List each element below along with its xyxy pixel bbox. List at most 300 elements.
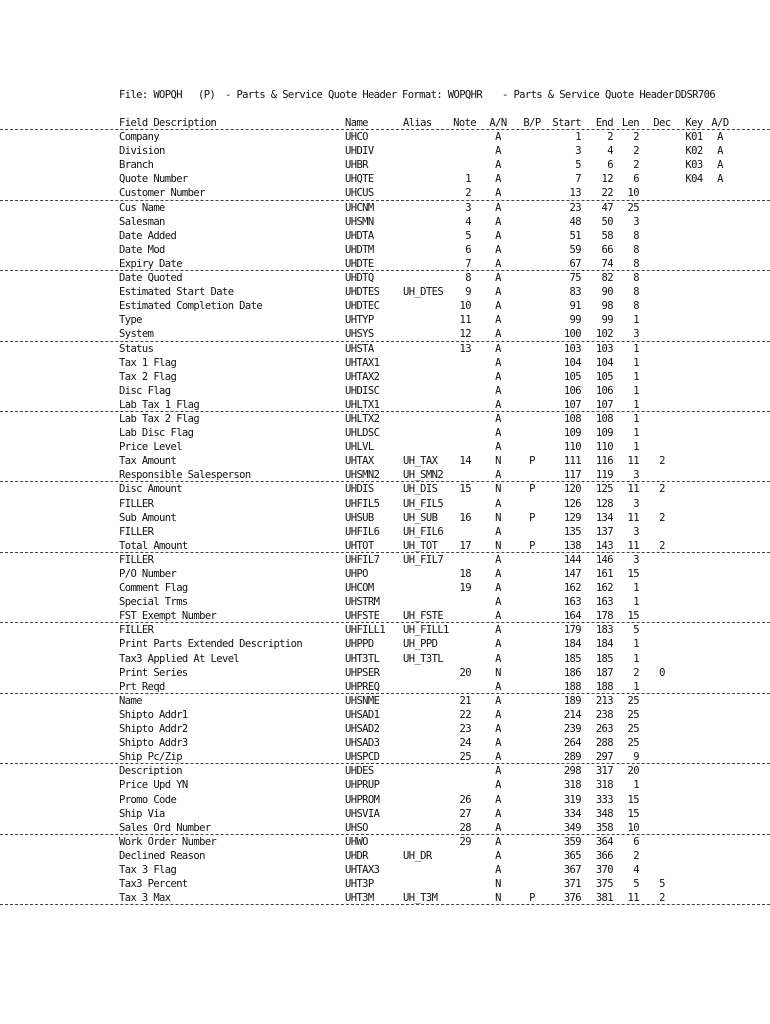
field-name: UHTAX2	[345, 370, 380, 383]
table-row	[0, 384, 770, 398]
field-end: 102	[595, 328, 613, 341]
field-len: 2	[633, 145, 639, 158]
field-an: A	[495, 356, 501, 369]
field-len: 3	[633, 525, 639, 538]
field-len: 4	[633, 863, 639, 876]
field-note: 24	[459, 737, 471, 750]
field-name: UHDIS	[345, 483, 374, 496]
field-end: 134	[595, 511, 613, 524]
field-name: UHPROM	[345, 793, 380, 806]
field-alias: UH_FSTE	[403, 610, 444, 623]
table-row	[0, 243, 770, 257]
field-description: Ship Pc/Zip	[119, 751, 182, 764]
field-end: 161	[595, 568, 613, 580]
field-start: 110	[563, 441, 581, 454]
table-row	[0, 426, 770, 440]
field-description: Tax3 Applied At Level	[119, 652, 240, 665]
field-len: 1	[633, 342, 639, 355]
field-len: 8	[633, 272, 639, 285]
field-end: 109	[595, 427, 613, 440]
field-description: Shipto Addr3	[119, 737, 188, 750]
field-key: K04	[685, 173, 703, 186]
field-alias: UH_FIL6	[403, 525, 444, 538]
field-an: A	[495, 708, 501, 721]
field-an: A	[495, 427, 501, 440]
field-end: 108	[595, 412, 613, 425]
field-name: UHQTE	[345, 173, 374, 186]
field-alias: UH_FIL7	[403, 553, 444, 566]
field-description: Declined Reason	[119, 849, 205, 862]
field-len: 1	[633, 370, 639, 383]
table-row	[0, 271, 770, 285]
field-an: A	[495, 173, 501, 186]
field-alias: UH_T3M	[403, 892, 438, 905]
field-len: 15	[627, 793, 639, 806]
table-row	[0, 144, 770, 158]
table-row	[0, 849, 770, 863]
field-start: 186	[563, 666, 581, 679]
field-description: Quote Number	[119, 173, 188, 186]
field-an: A	[495, 215, 501, 228]
field-start: 189	[563, 694, 581, 707]
table-row	[0, 835, 770, 849]
field-len: 1	[633, 779, 639, 792]
field-an: A	[495, 398, 501, 411]
column-header-end: End	[595, 117, 613, 129]
field-name: UHDIV	[345, 145, 374, 158]
field-start: 7	[575, 173, 581, 186]
field-start: 105	[563, 370, 581, 383]
field-name: UHTAX1	[345, 356, 380, 369]
field-description: Division	[119, 145, 165, 158]
field-end: 22	[601, 187, 613, 200]
table-row	[0, 525, 770, 539]
field-alias: UH_DR	[403, 849, 432, 862]
field-bp: P	[529, 539, 535, 552]
field-description: Status	[119, 342, 154, 355]
table-row	[0, 666, 770, 680]
field-description: Total Amount	[119, 539, 188, 552]
column-header-note: Note	[453, 117, 476, 129]
field-start: 185	[563, 652, 581, 665]
field-an: A	[495, 229, 501, 242]
field-ad: A	[717, 173, 723, 186]
field-description: Shipto Addr1	[119, 708, 188, 721]
field-len: 1	[633, 384, 639, 397]
field-description: Promo Code	[119, 793, 177, 806]
field-end: 162	[595, 582, 613, 595]
field-start: 100	[563, 328, 581, 341]
field-name: UHPPD	[345, 638, 374, 651]
field-description: Tax 2 Flag	[119, 370, 177, 383]
field-end: 370	[595, 863, 613, 876]
field-start: 164	[563, 610, 581, 623]
field-dec: 2	[659, 892, 665, 905]
field-len: 6	[633, 173, 639, 186]
field-start: 109	[563, 427, 581, 440]
table-row	[0, 497, 770, 511]
field-ad: A	[717, 131, 723, 144]
field-ad: A	[717, 159, 723, 172]
field-len: 1	[633, 314, 639, 327]
field-note: 27	[459, 807, 471, 820]
table-row	[0, 482, 770, 496]
table-row	[0, 623, 770, 637]
table-row	[0, 454, 770, 468]
field-description: FILLER	[119, 497, 154, 510]
field-description: Shipto Addr2	[119, 723, 188, 736]
field-len: 11	[627, 539, 639, 552]
field-len: 11	[627, 892, 639, 905]
field-an: A	[495, 821, 501, 834]
field-len: 3	[633, 215, 639, 228]
field-an: A	[495, 131, 501, 144]
field-name: UHWO	[345, 835, 368, 848]
field-an: A	[495, 652, 501, 665]
field-an: A	[495, 779, 501, 792]
field-name: UHDR	[345, 849, 368, 862]
field-description: Disc Amount	[119, 483, 182, 496]
field-name: UHPSER	[345, 666, 380, 679]
field-start: 117	[563, 469, 581, 482]
field-start: 334	[563, 807, 581, 820]
field-start: 67	[569, 257, 581, 270]
field-start: 120	[563, 483, 581, 496]
field-end: 184	[595, 638, 613, 651]
field-an: N	[495, 666, 501, 679]
field-start: 365	[563, 849, 581, 862]
field-name: UHT3M	[345, 892, 374, 905]
field-len: 1	[633, 441, 639, 454]
field-an: A	[495, 807, 501, 820]
field-an: A	[495, 624, 501, 637]
field-len: 3	[633, 469, 639, 482]
field-start: 99	[569, 314, 581, 327]
field-len: 11	[627, 511, 639, 524]
field-end: 364	[595, 835, 613, 848]
field-description: Lab Tax 2 Flag	[119, 412, 200, 425]
field-name: UHFIL6	[345, 525, 380, 538]
field-note: 7	[465, 257, 471, 270]
field-description: Tax3 Percent	[119, 878, 188, 891]
field-note: 16	[459, 511, 471, 524]
field-len: 3	[633, 328, 639, 341]
field-note: 17	[459, 539, 471, 552]
field-an: A	[495, 525, 501, 538]
field-start: 264	[563, 737, 581, 750]
field-alias: UH_TOT	[403, 539, 438, 552]
field-note: 14	[459, 455, 471, 468]
field-start: 367	[563, 863, 581, 876]
column-header-ad: A/D	[711, 117, 729, 129]
field-end: 103	[595, 342, 613, 355]
field-note: 23	[459, 723, 471, 736]
column-header-dec: Dec	[653, 117, 671, 129]
field-an: A	[495, 610, 501, 623]
field-end: 333	[595, 793, 613, 806]
field-layout-table	[0, 116, 770, 905]
field-name: UHFSTE	[345, 610, 380, 623]
field-name: UHLTX2	[345, 412, 380, 425]
field-name: UHLTX1	[345, 398, 380, 411]
field-an: A	[495, 342, 501, 355]
field-name: UHDES	[345, 765, 374, 778]
field-end: 50	[601, 215, 613, 228]
field-name: UHFILL1	[345, 624, 386, 637]
field-note: 28	[459, 821, 471, 834]
field-note: 6	[465, 243, 471, 256]
field-an: N	[495, 455, 501, 468]
field-alias: UH_PPD	[403, 638, 438, 651]
field-end: 263	[595, 723, 613, 736]
table-row	[0, 539, 770, 553]
field-len: 1	[633, 356, 639, 369]
field-start: 75	[569, 272, 581, 285]
field-description: Salesman	[119, 215, 165, 228]
field-end: 143	[595, 539, 613, 552]
field-description: Expiry Date	[119, 257, 182, 270]
field-start: 1	[575, 131, 581, 144]
field-description: Cus Name	[119, 201, 165, 214]
field-key: K01	[685, 131, 703, 144]
field-an: A	[495, 441, 501, 454]
field-alias: UH_FILL1	[403, 624, 449, 637]
table-row	[0, 158, 770, 172]
field-start: 376	[563, 892, 581, 905]
field-name: UHSYS	[345, 328, 374, 341]
field-name: UHBR	[345, 159, 368, 172]
table-row	[0, 609, 770, 623]
field-name: UHSUB	[345, 511, 374, 524]
field-end: 119	[595, 469, 613, 482]
field-start: 3	[575, 145, 581, 158]
field-an: N	[495, 483, 501, 496]
field-start: 48	[569, 215, 581, 228]
field-an: A	[495, 243, 501, 256]
field-start: 59	[569, 243, 581, 256]
field-name: UHSNME	[345, 694, 380, 707]
field-end: 163	[595, 596, 613, 609]
table-row	[0, 229, 770, 243]
field-end: 187	[595, 666, 613, 679]
field-len: 11	[627, 455, 639, 468]
field-description: Customer Number	[119, 187, 205, 200]
table-row	[0, 821, 770, 835]
field-bp: P	[529, 511, 535, 524]
field-name: UHSMN	[345, 215, 374, 228]
field-name: UHDTA	[345, 229, 374, 242]
field-description: Date Quoted	[119, 272, 182, 285]
table-row	[0, 511, 770, 525]
field-len: 25	[627, 723, 639, 736]
field-an: A	[495, 187, 501, 200]
field-an: A	[495, 835, 501, 848]
field-description: Lab Disc Flag	[119, 427, 194, 440]
table-row	[0, 764, 770, 778]
field-start: 111	[563, 455, 581, 468]
field-start: 319	[563, 793, 581, 806]
table-row	[0, 581, 770, 595]
field-start: 371	[563, 878, 581, 891]
field-name: UHCOM	[345, 582, 374, 595]
field-len: 3	[633, 497, 639, 510]
field-name: UHLVL	[345, 441, 374, 454]
field-note: 1	[465, 173, 471, 186]
field-len: 3	[633, 553, 639, 566]
field-start: 106	[563, 384, 581, 397]
table-row	[0, 468, 770, 482]
field-len: 25	[627, 694, 639, 707]
field-description: Name	[119, 694, 142, 707]
field-end: 178	[595, 610, 613, 623]
field-len: 25	[627, 737, 639, 750]
field-alias: UH_T3TL	[403, 652, 444, 665]
field-an: A	[495, 272, 501, 285]
field-an: A	[495, 370, 501, 383]
table-row	[0, 257, 770, 271]
field-len: 20	[627, 765, 639, 778]
column-header-start: Start	[552, 117, 581, 129]
field-an: A	[495, 863, 501, 876]
field-name: UHDTM	[345, 243, 374, 256]
table-row	[0, 398, 770, 412]
field-description: Type	[119, 314, 142, 327]
field-name: UHSPCD	[345, 751, 380, 764]
field-start: 5	[575, 159, 581, 172]
table-row	[0, 412, 770, 426]
field-end: 318	[595, 779, 613, 792]
field-start: 163	[563, 596, 581, 609]
field-description: Price Level	[119, 441, 182, 454]
field-description: Tax 1 Flag	[119, 356, 177, 369]
field-name: UHT3P	[345, 878, 374, 891]
field-description: FST Exempt Number	[119, 610, 217, 623]
field-name: UHSAD1	[345, 708, 380, 721]
field-end: 110	[595, 441, 613, 454]
field-end: 146	[595, 553, 613, 566]
field-start: 103	[563, 342, 581, 355]
field-end: 213	[595, 694, 613, 707]
field-end: 90	[601, 286, 613, 299]
field-start: 349	[563, 821, 581, 834]
field-ad: A	[717, 145, 723, 158]
field-end: 137	[595, 525, 613, 538]
field-end: 47	[601, 201, 613, 214]
format-name: Format: WOPQHR	[402, 89, 483, 101]
field-len: 1	[633, 680, 639, 693]
field-name: UHSTRM	[345, 596, 380, 609]
field-name: UHT3TL	[345, 652, 380, 665]
field-an: A	[495, 568, 501, 580]
field-note: 8	[465, 272, 471, 285]
format-description: - Parts & Service Quote Header	[502, 89, 674, 101]
table-row	[0, 172, 770, 186]
field-bp: P	[529, 483, 535, 496]
table-row	[0, 285, 770, 299]
field-alias: UH_TAX	[403, 455, 438, 468]
field-an: A	[495, 384, 501, 397]
field-description: Special Trms	[119, 596, 188, 609]
field-note: 21	[459, 694, 471, 707]
field-end: 183	[595, 624, 613, 637]
field-start: 129	[563, 511, 581, 524]
field-name: UHPRUP	[345, 779, 380, 792]
field-an: A	[495, 553, 501, 566]
field-start: 214	[563, 708, 581, 721]
field-start: 107	[563, 398, 581, 411]
field-len: 11	[627, 483, 639, 496]
field-name: UHSTA	[345, 342, 374, 355]
field-an: A	[495, 680, 501, 693]
field-dec: 2	[659, 511, 665, 524]
field-start: 184	[563, 638, 581, 651]
field-note: 19	[459, 582, 471, 595]
field-an: N	[495, 539, 501, 552]
field-alias: UH_SUB	[403, 511, 438, 524]
field-start: 179	[563, 624, 581, 637]
field-an: A	[495, 849, 501, 862]
field-alias: UH_FIL5	[403, 497, 444, 510]
field-an: A	[495, 737, 501, 750]
field-description: Tax 3 Max	[119, 892, 171, 905]
field-end: 106	[595, 384, 613, 397]
field-name: UHCNM	[345, 201, 374, 214]
file-name: File: WOPQH	[119, 89, 182, 101]
field-note: 9	[465, 286, 471, 299]
field-key: K02	[685, 145, 703, 158]
field-len: 8	[633, 243, 639, 256]
table-row	[0, 313, 770, 327]
field-an: A	[495, 159, 501, 172]
table-row	[0, 201, 770, 215]
field-description: Lab Tax 1 Flag	[119, 398, 200, 411]
field-start: 144	[563, 553, 581, 566]
field-dec: 2	[659, 455, 665, 468]
field-note: 29	[459, 835, 471, 848]
field-name: UHSAD2	[345, 723, 380, 736]
field-description: Date Added	[119, 229, 177, 242]
field-start: 162	[563, 582, 581, 595]
field-start: 13	[569, 187, 581, 200]
field-end: 288	[595, 737, 613, 750]
field-name: UHDTQ	[345, 272, 374, 285]
field-len: 9	[633, 751, 639, 764]
field-note: 20	[459, 666, 471, 679]
field-description: Tax Amount	[119, 455, 177, 468]
field-description: Sales Ord Number	[119, 821, 211, 834]
field-start: 318	[563, 779, 581, 792]
field-an: A	[495, 257, 501, 270]
field-end: 66	[601, 243, 613, 256]
table-row	[0, 637, 770, 651]
field-note: 15	[459, 483, 471, 496]
field-len: 1	[633, 652, 639, 665]
field-name: UHCO	[345, 131, 368, 144]
field-start: 289	[563, 751, 581, 764]
field-description: P/O Number	[119, 568, 177, 580]
table-row	[0, 680, 770, 694]
field-description: FILLER	[119, 553, 154, 566]
field-description: FILLER	[119, 525, 154, 538]
field-an: A	[495, 723, 501, 736]
table-row	[0, 215, 770, 229]
field-an: A	[495, 793, 501, 806]
field-description: Print Series	[119, 666, 188, 679]
field-end: 128	[595, 497, 613, 510]
field-end: 58	[601, 229, 613, 242]
table-row	[0, 652, 770, 666]
field-alias: UH_DIS	[403, 483, 438, 496]
